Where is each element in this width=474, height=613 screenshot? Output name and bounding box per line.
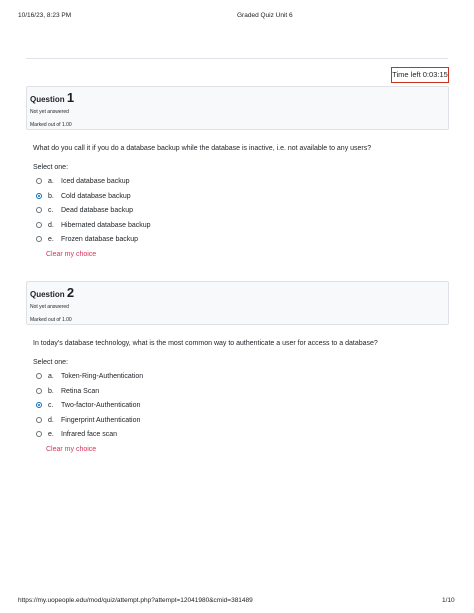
answer-option[interactable] <box>36 415 140 425</box>
option-text: Token-Ring-Authentication <box>61 372 144 380</box>
option-letter: c. <box>48 401 54 409</box>
question-label: Question <box>30 95 65 104</box>
question-label: Question <box>30 290 65 299</box>
answer-option[interactable] <box>36 429 117 439</box>
question-text: What do you call it if you do a database backup while the database is inactive, i.e. not available to any users? <box>33 145 372 152</box>
print-datetime: 10/16/23, 8:23 PM <box>18 12 72 19</box>
option-text: Iced database backup <box>61 177 130 185</box>
answer-option[interactable] <box>36 371 143 381</box>
option-text: Dead database backup <box>61 206 133 214</box>
option-text: Fingerprint Authentication <box>61 416 141 424</box>
radio-button[interactable] <box>36 193 42 199</box>
clear-my-choice-link[interactable]: Clear my choice <box>46 251 97 258</box>
radio-button[interactable] <box>36 236 42 242</box>
answer-option[interactable] <box>36 234 138 244</box>
answer-option[interactable] <box>36 400 140 410</box>
option-letter: e. <box>48 235 54 243</box>
option-letter: e. <box>48 430 54 438</box>
option-text: Cold database backup <box>61 192 131 200</box>
answer-option[interactable] <box>36 191 131 201</box>
print-url: https://my.uopeople.edu/mod/quiz/attempt.php?attempt=12041980&cmid=381489 <box>18 597 253 604</box>
option-text: Infrared face scan <box>61 430 118 438</box>
question-text: In today's database technology, what is the most common way to authenticate a user for access to a database? <box>33 340 378 347</box>
select-one-label: Select one: <box>33 359 69 366</box>
answer-option[interactable] <box>36 205 133 215</box>
question-state: Not yet answered <box>30 109 69 115</box>
answer-option[interactable] <box>36 220 151 230</box>
radio-button[interactable] <box>36 178 42 184</box>
answer-option[interactable] <box>36 176 130 186</box>
radio-button[interactable] <box>36 388 42 394</box>
print-title: Graded Quiz Unit 6 <box>237 12 293 19</box>
radio-button[interactable] <box>36 417 42 423</box>
select-one-label: Select one: <box>33 164 69 171</box>
radio-button[interactable] <box>36 373 42 379</box>
option-letter: a. <box>48 372 54 380</box>
radio-button[interactable] <box>36 207 42 213</box>
option-letter: b. <box>48 387 54 395</box>
option-letter: b. <box>48 192 54 200</box>
radio-button[interactable] <box>36 402 42 408</box>
question-state: Not yet answered <box>30 304 69 310</box>
option-text: Frozen database backup <box>61 235 139 243</box>
quiz-timer: Time left 0:03:15 <box>391 67 449 83</box>
option-letter: d. <box>48 416 54 424</box>
option-text: Hibernated database backup <box>61 221 151 229</box>
option-text: Retina Scan <box>61 387 100 395</box>
clear-my-choice-link[interactable]: Clear my choice <box>46 446 97 453</box>
question-info-1 <box>26 86 449 130</box>
question-info-2 <box>26 281 449 325</box>
question-mark: Marked out of 1.00 <box>30 317 72 323</box>
question-number: 1 <box>66 90 75 105</box>
option-letter: d. <box>48 221 54 229</box>
question-title <box>30 286 448 301</box>
print-page-number: 1/10 <box>442 597 455 604</box>
question-mark: Marked out of 1.00 <box>30 122 72 128</box>
radio-button[interactable] <box>36 431 42 437</box>
question-number: 2 <box>66 285 75 300</box>
question-title <box>30 91 448 106</box>
radio-button[interactable] <box>36 222 42 228</box>
answer-option[interactable] <box>36 386 99 396</box>
option-text: Two-factor-Authentication <box>61 401 141 409</box>
option-letter: c. <box>48 206 54 214</box>
option-letter: a. <box>48 177 54 185</box>
divider <box>26 58 448 59</box>
